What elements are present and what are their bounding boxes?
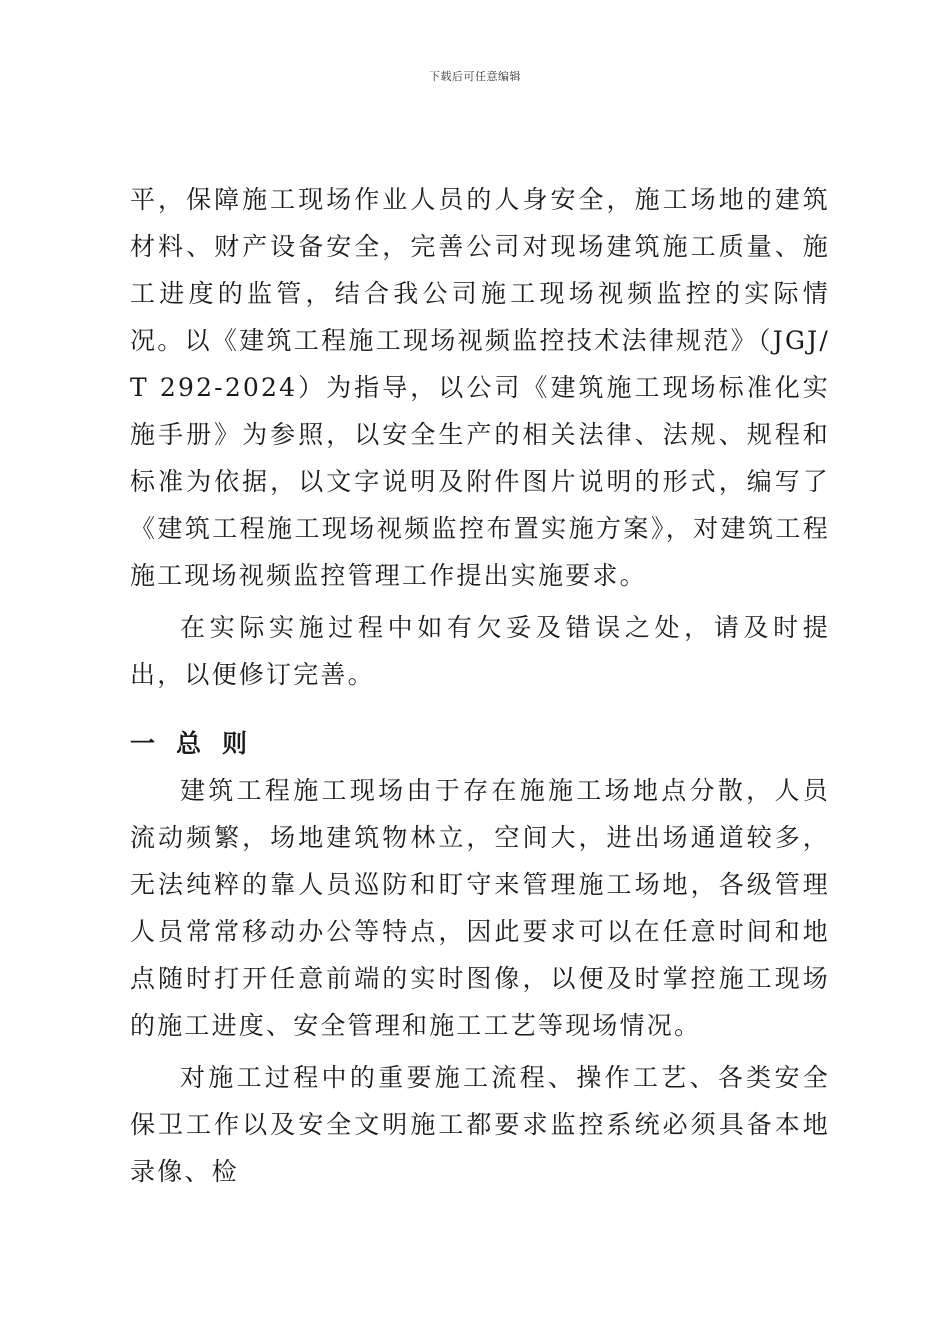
paragraph-intro-continued: 平，保障施工现场作业人员的人身安全，施工场地的建筑材料、财产设备安全，完善公司对现场建筑施工质量、施工进度的监管，结合我公司施工现场视频监控的实际情况。以《建筑工程施工现场视频监控技术法律规范》（JGJ/T 292-2024）为指导，以公司《建筑施工现场标准化实施手册》为参照，以安全生产的相关法律、法规、规程和标准为依据，以文字说明及附件图片说明的形式，编写了《建筑工程施工现场视频监控布置实施方案》，对建筑工程施工现场视频监控管理工作提出实施要求。: [130, 185, 830, 590]
paragraph-general-2: 对施工过程中的重要施工流程、操作工艺、各类安全保卫工作以及安全文明施工都要求监控系统必须具备本地录像、检: [130, 1063, 830, 1186]
paragraph-general-1: 建筑工程施工现场由于存在施施工场地点分散，人员流动频繁，场地建筑物林立，空间大，进出场通道较多，无法纯粹的靠人员巡防和盯守来管理施工场地，各级管理人员常常移动办公等特点，因此要求可以在任意时间和地点随时打开任意前端的实时图像，以便及时掌控施工现场的施工进度、安全管理和施工工艺等现场情况。: [130, 776, 830, 1040]
section-title-part1: 总: [176, 729, 202, 758]
document-body: [130, 176, 830, 1195]
page-header-note: 下载后可任意编辑: [429, 70, 521, 83]
section-number: 一: [130, 729, 156, 758]
section-title-part2: 则: [222, 729, 248, 758]
paragraph-revision-note: 在实际实施过程中如有欠妥及错误之处，请及时提出，以便修订完善。: [130, 613, 830, 689]
section-heading: [130, 720, 830, 767]
